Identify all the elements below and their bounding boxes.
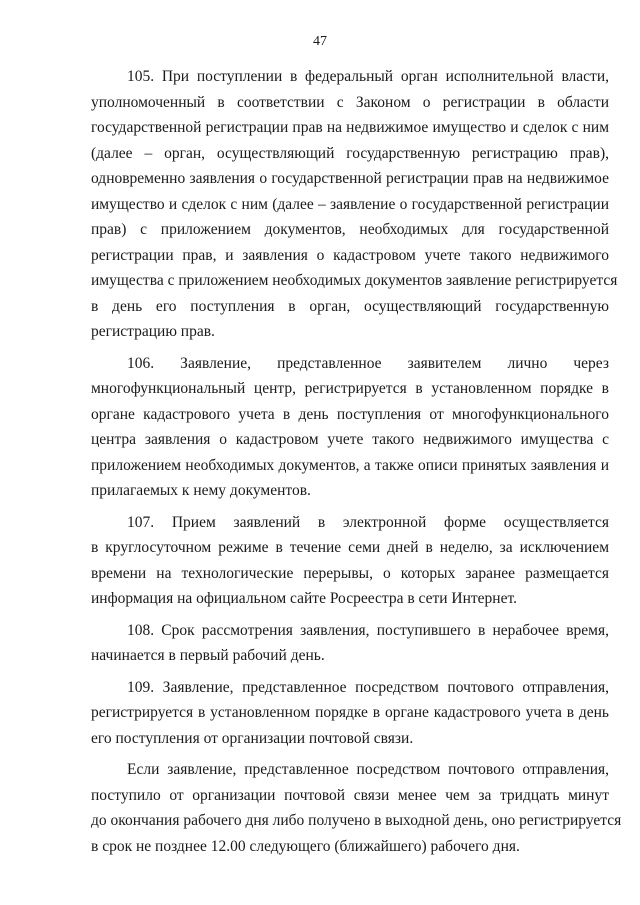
text-line: 109. Заявление, представленное посредством почтового отправления, (127, 678, 609, 696)
text-line: времени на технологические перерывы, о которых заранее размещается (91, 564, 609, 582)
text-line: поступило от организации почтовой связи менее чем за тридцать минут (91, 786, 609, 804)
text-line: 105. При поступлении в федеральный орган исполнительной власти, (127, 68, 609, 85)
paragraph-109-continued (91, 757, 622, 859)
text-line: прилагаемых к нему документов. (91, 482, 311, 499)
text-line: регистрацию прав. (91, 323, 215, 340)
page-number: 47 (313, 34, 327, 49)
text-line: до окончания рабочего дня либо получено в выходной день, оно регистрируется (91, 812, 622, 829)
text-line: уполномоченный в соответствии с Законом о регистрации в области (91, 93, 609, 111)
text-line: в круглосуточном режиме в течение семи дней в неделю, за исключением (91, 539, 609, 556)
text-line: прав) с приложением документов, необходимых для государственной (91, 221, 609, 238)
paragraph-107 (91, 510, 609, 612)
text-line: 107. Прием заявлений в электронной форме осуществляется (127, 513, 609, 531)
text-line: начинается в первый рабочий день. (91, 647, 325, 664)
paragraph-109 (91, 675, 609, 752)
paragraph-105 (91, 64, 618, 345)
text-line: одновременно заявления о государственной регистрации прав на недвижимое (91, 170, 609, 187)
text-line: регистрации прав, и заявления о кадастровом учете такого недвижимого (91, 246, 609, 264)
paragraph-106 (91, 351, 609, 504)
paragraph-108 (91, 618, 609, 669)
text-line: 108. Срок рассмотрения заявления, поступившего в нерабочее время, (127, 621, 609, 639)
text-line: информация на официальном сайте Росреестра в сети Интернет. (91, 590, 517, 607)
text-line: имущество и сделок с ним (далее – заявление о государственной регистрации (91, 195, 609, 213)
text-line: в срок не позднее 12.00 следующего (ближайшего) рабочего дня. (91, 837, 520, 855)
document-body (91, 64, 622, 865)
text-line: 106. Заявление, представленное заявителем лично через (127, 354, 609, 372)
text-line: органе кадастрового учета в день поступления от многофункционального (91, 405, 609, 423)
text-line: в день его поступления в орган, осуществляющий государственную (91, 297, 609, 315)
text-line: его поступления от организации почтовой связи. (91, 729, 414, 747)
text-line: государственной регистрации прав на недвижимое имущество и сделок с ним (91, 119, 609, 136)
text-line: (далее – орган, осуществляющий государственную регистрацию прав), (91, 144, 609, 162)
text-line: имущества с приложением необходимых документов заявление регистрируется (91, 272, 618, 289)
text-line: приложением необходимых документов, а также описи принятых заявления и (91, 456, 609, 474)
text-line: регистрируется в установленном порядке в органе кадастрового учета в день (91, 704, 609, 721)
text-line: центра заявления о кадастровом учете такого недвижимого имущества с (91, 431, 609, 448)
text-line: Если заявление, представленное посредством почтового отправления, (127, 761, 609, 778)
text-line: многофункциональный центр, регистрируется в установленном порядке в (91, 380, 609, 397)
